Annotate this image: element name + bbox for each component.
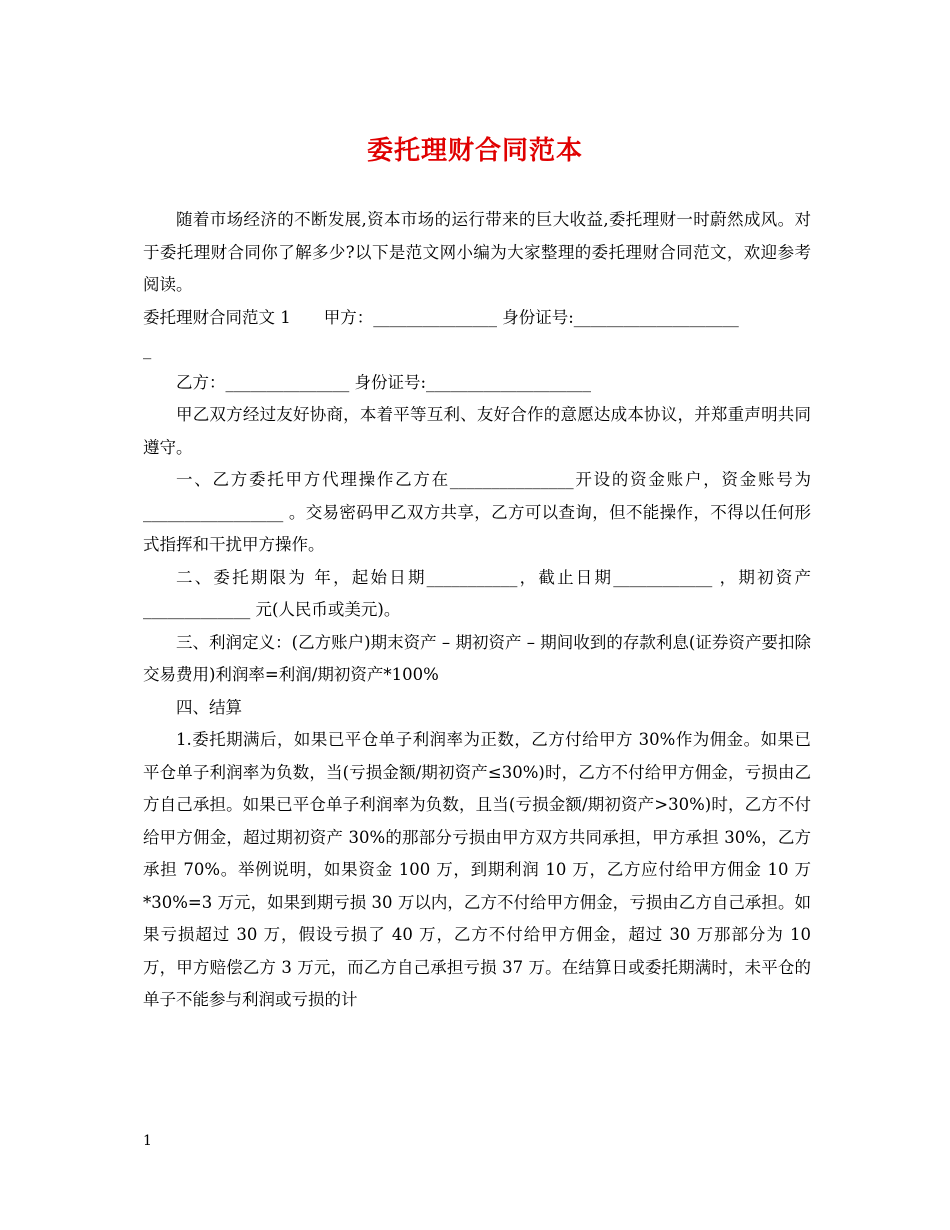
party-b-line: 乙方：_______________ 身份证号:____________________ bbox=[176, 372, 592, 392]
clause-3: 三、利润定义：(乙方账户)期末资产 – 期初资产 – 期间收到的存款利息(证券资产要扣除交易费用)利润率=利润/期初资产*100% bbox=[143, 632, 811, 684]
party-a-line: 委托理财合同范文 1 甲方：_______________ 身份证号:____________________ bbox=[143, 307, 739, 327]
overflow-underscore: _ bbox=[143, 340, 152, 359]
clause-2: 二、委托期限为 年，起始日期___________，截止日期____________ ，期初资产_____________ 元(人民币或美元)。 bbox=[143, 567, 811, 619]
agreement-paragraph: 甲乙双方经过友好协商，本着平等互利、友好合作的意愿达成本协议，并郑重声明共同遵守。 bbox=[143, 405, 811, 457]
document-body bbox=[143, 204, 811, 1017]
clause-4-1: 1.委托期满后，如果已平仓单子利润率为正数，乙方付给甲方 30%作为佣金。如果已平仓单子利润率为负数，当(亏损金额/期初资产≤30%)时，乙方不付给甲方佣金，亏损由乙方自己承担。如果已平仓单子利润率为负数，且当(亏损金额/期初资产>30%)时，乙方不付给甲方佣金，超过期初资产 30%的那部分亏损由甲方双方共同承担，甲方承担 30%，乙方承担 70%。举例说明，如果资金 100 万，到期利润 10 万，乙方应付给甲方佣金 10 万*30%=3 万元，如果到期亏损 30 万以内，乙方不付给甲方佣金，亏损由乙方自己承担。如果亏损超过 30 万，假设亏损了 40 万，乙方不付给甲方佣金，超过 30 万那部分为 10 万，甲方赔偿乙方 3 万元，而乙方自己承担亏损 37 万。在结算日或委托期满时，未平仓的单子不能参与利润或亏损的计 bbox=[143, 730, 811, 1009]
document-title: 委托理财合同范本 bbox=[366, 136, 583, 166]
clause-1: 一、乙方委托甲方代理操作乙方在_______________开设的资金账户，资金账号为_________________ 。交易密码甲乙双方共享，乙方可以查询，但不能操作，不得以任何形式指挥和干扰甲方操作。 bbox=[143, 470, 811, 554]
intro-paragraph: 随着市场经济的不断发展,资本市场的运行带来的巨大收益,委托理财一时蔚然成风。对于委托理财合同你了解多少?以下是范文网小编为大家整理的委托理财合同范文，欢迎参考阅读。 bbox=[143, 210, 811, 294]
page-number: 1 bbox=[143, 1133, 152, 1149]
clause-4-heading: 四、结算 bbox=[176, 697, 242, 717]
